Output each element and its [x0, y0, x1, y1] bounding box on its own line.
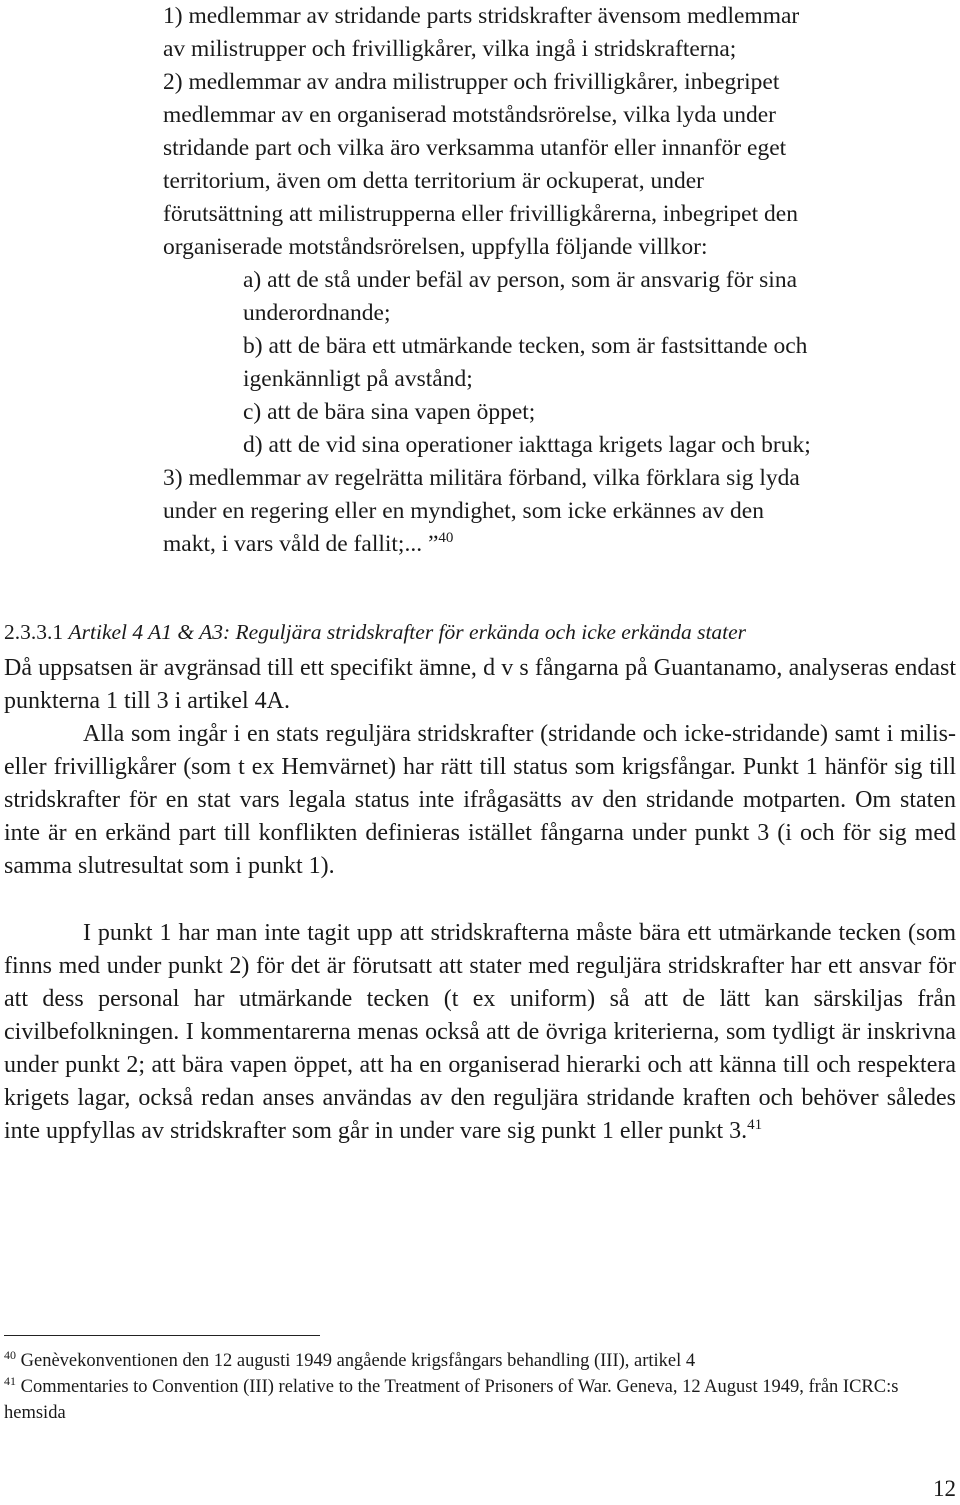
quote-line: medlemmar av en organiserad motståndsrörelse, vilka lyda under: [163, 102, 776, 128]
quote-line: organiserade motståndsrörelsen, uppfylla följande villkor:: [163, 234, 708, 260]
footnote-text: Genèvekonventionen den 12 augusti 1949 angående krigsfångars behandling (III), artikel 4: [20, 1351, 696, 1371]
quote-line: av milistrupper och frivilligkårer, vilka ingå i stridskrafterna;: [163, 36, 737, 62]
quote-last-line: [163, 528, 953, 561]
quote-last-text: makt, i vars våld de fallit;...: [163, 531, 423, 557]
quote-condition-line: igenkännligt på avstånd;: [243, 366, 473, 392]
quote-line: 1) medlemmar av stridande parts stridskrafter ävensom medlemmar: [163, 3, 800, 29]
footnote-ref-40[interactable]: 40: [438, 530, 454, 547]
footnote-divider: [4, 1335, 320, 1336]
quote-condition-line: b) att de bära ett utmärkande tecken, som är fastsittande och: [243, 333, 808, 359]
footnote-ref-41[interactable]: 41: [747, 1117, 763, 1133]
quote-condition-line: a) att de stå under befäl av person, som är ansvarig för sina: [243, 267, 798, 293]
footnote-text: Commentaries to Convention (III) relative to the Treatment of Prisoners of War. Geneva, 12 August 1949, från ICRC:s hemsida: [4, 1377, 899, 1423]
paragraph-block: [4, 917, 956, 1148]
footnote-number: 41: [4, 1373, 16, 1388]
quote-line: 2) medlemmar av andra milistrupper och frivilligkårer, inbegripet: [163, 69, 780, 95]
quote-line: under en regering eller en myndighet, som icke erkännes av den: [163, 498, 764, 524]
body-paragraph-1: [4, 652, 956, 718]
block-quote: [163, 0, 953, 561]
quote-line: territorium, även om detta territorium är ockuperat, under: [163, 168, 704, 194]
section-number: 2.3.3.1: [4, 620, 64, 644]
quote-line: förutsättning att milistrupperna eller frivilligkårerna, inbegripet den: [163, 201, 798, 227]
footnotes: [4, 1348, 944, 1426]
footnote-41: [4, 1374, 944, 1426]
quote-line: stridande part och vilka äro verksamma utanför eller innanför eget: [163, 135, 787, 161]
section-title: Artikel 4 A1 & A3: Reguljära stridskrafter för erkända och icke erkända stater: [68, 620, 747, 644]
closing-quote-mark: ”: [427, 531, 439, 557]
page-number: 12: [933, 1476, 956, 1501]
quote-condition-line: d) att de vid sina operationer iakttaga krigets lagar och bruk;: [243, 432, 811, 458]
quote-condition-line: underordnande;: [243, 300, 391, 326]
body-paragraph-3: [4, 917, 956, 1148]
paragraph-text: Alla som ingår i en stats reguljära stridskrafter (stridande och icke-stridande) samt i milis- eller frivilligkårer (som t ex Hemvärnet) har rätt till status som krigsfångar. Punkt 1 hänför sig till stridskrafter för en stat vars legala status inte ifrågasätts av den stridande motparten. Om staten inte är en erkänd part till konflikten definieras istället fångarna under punkt 3 (i och för sig med samma slutresultat som i punkt 1).: [4, 721, 956, 879]
paragraph-text: I punkt 1 har man inte tagit upp att stridskrafterna måste bära ett utmärkande tecken (som finns med under punkt 2) för det är förutsatt att stater med reguljära stridskrafter har ett ansvar för att dess personal har utmärkande tecken (t ex uniform) så att de lätt kan särskiljas från civilbefolkningen. I kommentarerna menas också att de övriga kriterierna, som tydligt är inskrivna under punkt 2; att bära vapen öppet, att ha en organiserad hierarki och att känna till och respektera krigets lagar, också redan anses användas av den reguljära stridande kraften och behöver således inte uppfyllas av stridskrafter som går in under vare sig punkt 1 eller punkt 3.: [4, 920, 956, 1144]
footnote-number: 40: [4, 1347, 16, 1362]
quote-line: 3) medlemmar av regelrätta militära förband, vilka förklara sig lyda: [163, 465, 800, 491]
body-paragraph-2: [4, 718, 956, 883]
footnote-40: [4, 1348, 944, 1374]
section-heading: [4, 618, 746, 646]
quote-condition-line: c) att de bära sina vapen öppet;: [243, 399, 536, 425]
paragraph-text: Då uppsatsen är avgränsad till ett specifikt ämne, d v s fångarna på Guantanamo, analyseras endast punkterna 1 till 3 i artikel 4A.: [4, 655, 956, 714]
